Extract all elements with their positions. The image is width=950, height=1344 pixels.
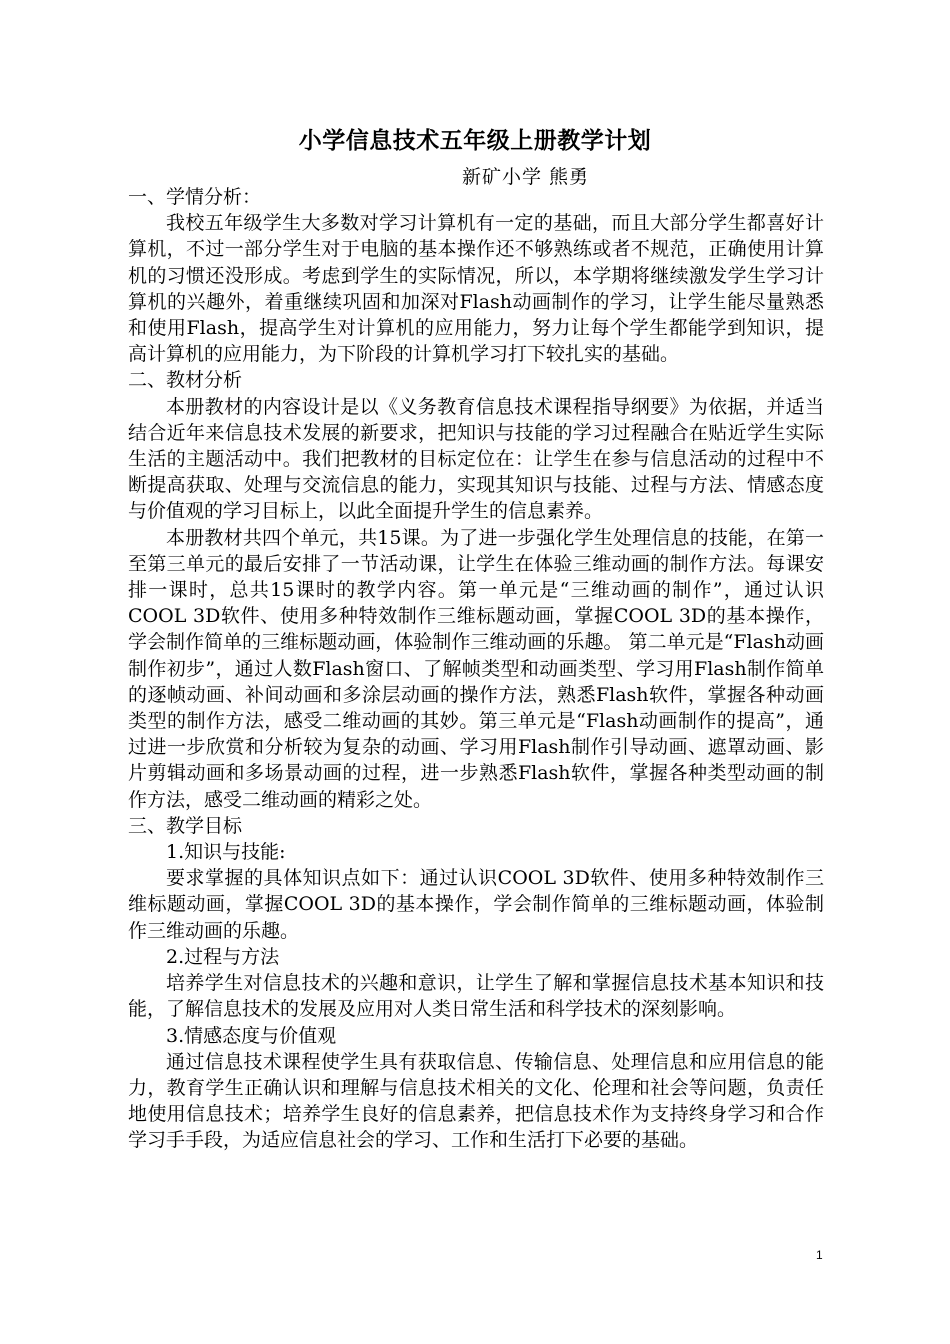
document-title: 小学信息技术五年级上册教学计划	[298, 127, 652, 154]
subheading-knowledge-skills: 1.知识与技能:	[166, 841, 286, 864]
section-heading-3: 三、教学目标	[128, 814, 243, 837]
paragraph-textbook-units: 本册教材共四个单元，共15课。为了进一步强化学生处理信息的技能，在第一至第三单元的最后安排了一节活动课，让学生在体验三维动画的制作方法。每课安排一课时，总共15课时的教学内容。第一单元是“三维动画的制作”，通过认识COOL 3D软件、使用多种特效制作三维标题动画，掌握COOL 3D的基本操作，学会制作简单的三维标题动画，体验制作三维动画的乐趣。 第二单元是“Flash动画制作初步”，通过人数Flash窗口、了解帧类型和动画类型、学习用Flash制作简单的逐帧动画、补间动画和多涂层动画的操作方法，熟悉Flash软件，掌握各种动画类型的制作方法，感受二维动画的其妙。第三单元是“Flash动画制作的提高”，通过进一步欣赏和分析较为复杂的动画、学习用Flash制作引导动画、遮罩动画、影片剪辑动画和多场景动画的过程，进一步熟悉Flash软件，掌握各种类型动画的制作方法，感受二维动画的精彩之处。	[128, 526, 824, 811]
paragraph-textbook-design: 本册教材的内容设计是以《义务教育信息技术课程指导纲要》为依据，并适当结合近年来信息技术发展的新要求，把知识与技能的学习过程融合在贴近学生实际生活的主题活动中。我们把教材的目标定位在：让学生在参与信息活动的过程中不断提高获取、处理与交流信息的能力，实现其知识与技能、过程与方法、情感态度与价值观的学习目标上，以此全面提升学生的信息素养。	[128, 395, 824, 523]
document-author: 新矿小学 熊勇	[462, 166, 590, 188]
document-body	[128, 184, 824, 1154]
paragraph-emotion-values: 通过信息技术课程使学生具有获取信息、传输信息、处理信息和应用信息的能力，教育学生正确认识和理解与信息技术相关的文化、伦理和社会等问题，负责任地使用信息技术；培养学生良好的信息素养，把信息技术作为支持终身学习和合作学习手手段，为适应信息社会的学习、工作和生活打下必要的基础。	[128, 1050, 824, 1152]
subheading-process-method: 2.过程与方法	[166, 945, 280, 968]
page-number: 1	[816, 1248, 823, 1262]
subheading-emotion-values: 3.情感态度与价值观	[166, 1024, 337, 1047]
paragraph-knowledge-skills: 要求掌握的具体知识点如下：通过认识COOL 3D软件、使用多种特效制作三维标题动画，掌握COOL 3D的基本操作，学会制作简单的三维标题动画，体验制作三维动画的乐趣。	[128, 867, 824, 942]
section-heading-1: 一、学情分析：	[128, 186, 262, 208]
section-heading-2: 二、教材分析	[128, 369, 243, 392]
paragraph-learning-analysis: 我校五年级学生大多数对学习计算机有一定的基础，而且大部分学生都喜好计算机，不过一部分学生对于电脑的基本操作还不够熟练或者不规范，正确使用计算机的习惯还没形成。考虑到学生的实际情况，所以，本学期将继续激发学生学习计算机的兴趣外，着重继续巩固和加深对Flash动画制作的学习，让学生能尽量熟悉和使用Flash，提高学生对计算机的应用能力，努力让每个学生都能学到知识，提高计算机的应用能力，为下阶段的计算机学习打下较扎实的基础。	[128, 212, 824, 366]
paragraph-process-method: 培养学生对信息技术的兴趣和意识，让学生了解和掌握信息技术基本知识和技能，了解信息技术的发展及应用对人类日常生活和科学技术的深刻影响。	[128, 972, 824, 1021]
